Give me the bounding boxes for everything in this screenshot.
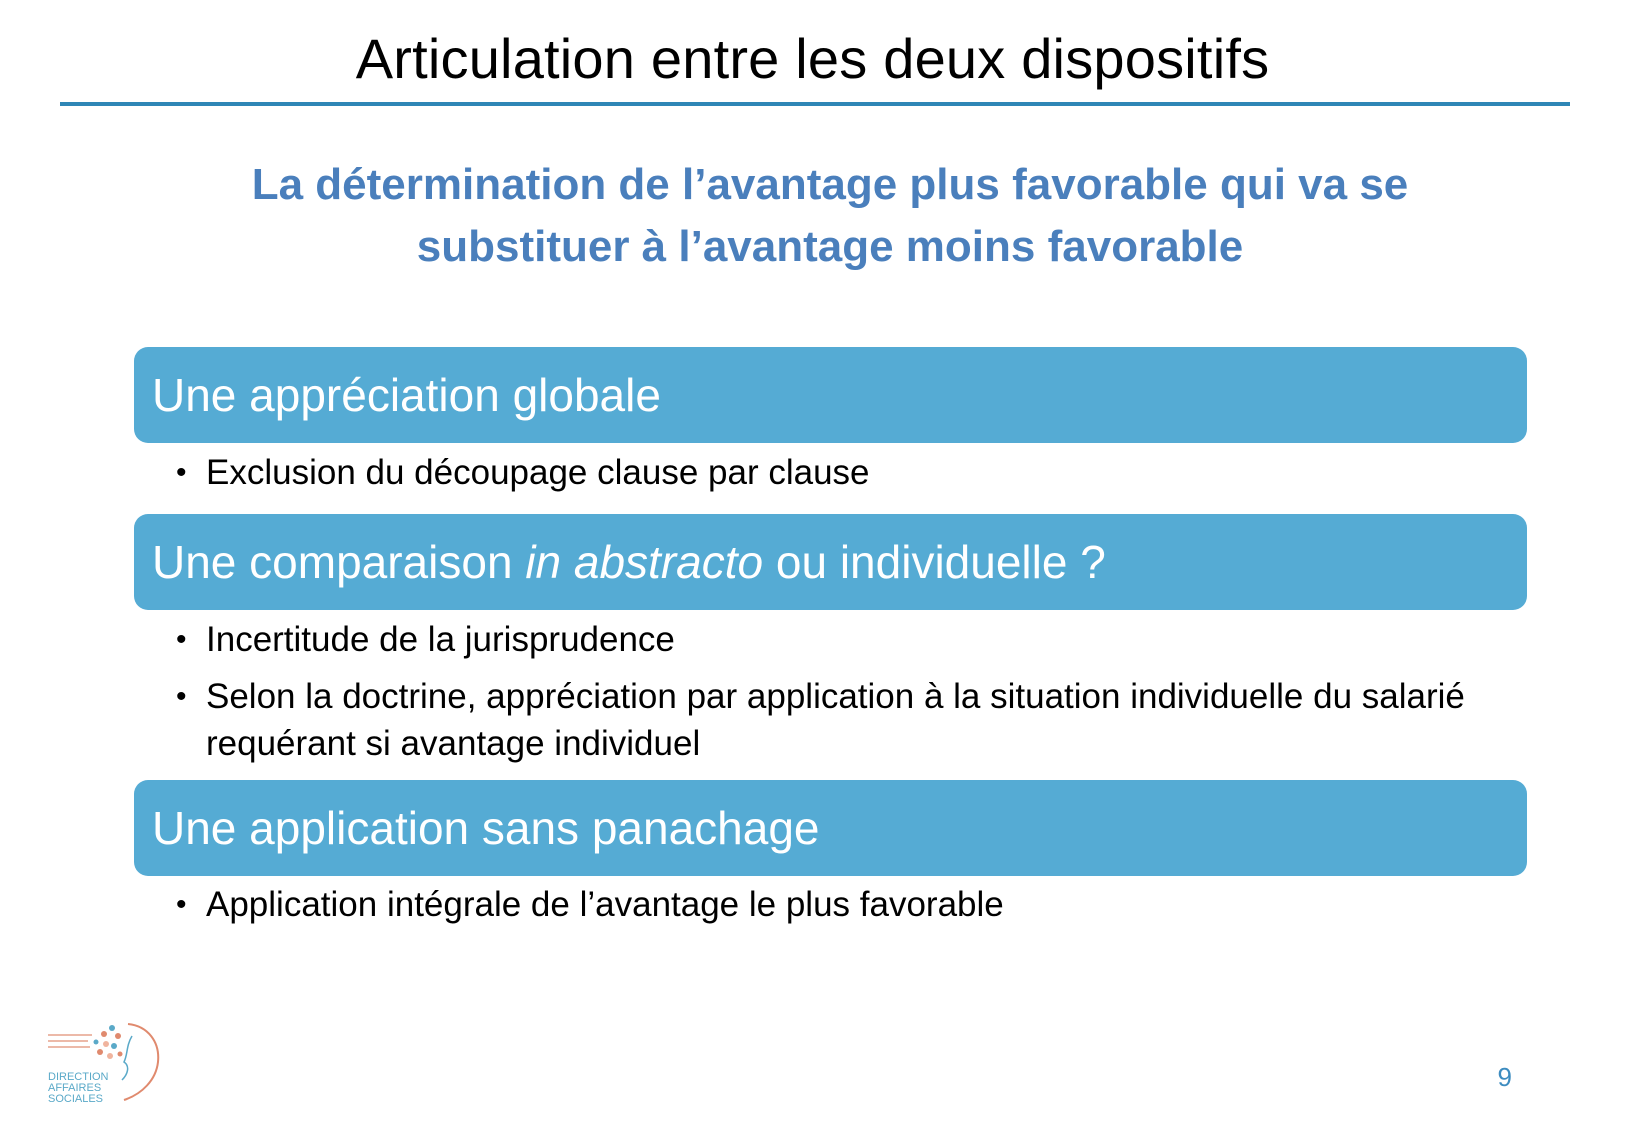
header-text-italic: in abstracto <box>525 536 764 588</box>
bullet-dot-icon: • <box>176 456 187 489</box>
title-divider <box>60 102 1570 106</box>
bullet-text: Incertitude de la jurisprudence <box>206 620 675 659</box>
section-header-application: Une application sans panachage <box>134 780 1527 876</box>
list-item <box>176 616 1496 663</box>
slide-title: Articulation entre les deux dispositifs <box>355 27 1270 90</box>
subtitle-line-1: La détermination de l’avantage plus favorable qui va se <box>251 160 1409 209</box>
bullet-text: Exclusion du découpage clause par clause <box>206 453 870 492</box>
bullet-dot-icon: • <box>176 888 187 921</box>
logo-text-line-3: SOCIALES <box>48 1093 104 1105</box>
bullet-text: Application intégrale de l’avantage le plus favorable <box>206 885 1004 924</box>
section-header-global: Une appréciation globale <box>134 347 1527 443</box>
bullet-text: Selon la doctrine, appréciation par application à la situation individuelle du salarié requérant si avantage individuel <box>206 677 1465 763</box>
bullet-dot-icon: • <box>176 623 187 656</box>
logo-text-line-1: DIRECTION <box>48 1071 109 1083</box>
list-item <box>176 449 1496 496</box>
bullet-dot-icon: • <box>176 680 187 713</box>
bullet-list-global <box>176 449 1496 506</box>
header-text-prefix: Une comparaison <box>152 536 526 588</box>
page-number: 9 <box>1497 1062 1512 1092</box>
tree-head-logo <box>44 1016 168 1108</box>
list-item <box>176 881 1496 928</box>
bullet-list-application <box>176 881 1496 938</box>
subtitle-line-2: substituer à l’avantage moins favorable <box>416 222 1244 271</box>
section-header-comparison <box>134 514 1527 610</box>
logo-text-line-2: AFFAIRES <box>48 1082 102 1094</box>
bullet-list-comparison <box>176 616 1496 777</box>
organization-logo <box>44 1016 168 1108</box>
header-text-suffix: ou individuelle ? <box>763 536 1106 588</box>
slide-subtitle <box>60 154 1600 278</box>
list-item <box>176 673 1496 767</box>
